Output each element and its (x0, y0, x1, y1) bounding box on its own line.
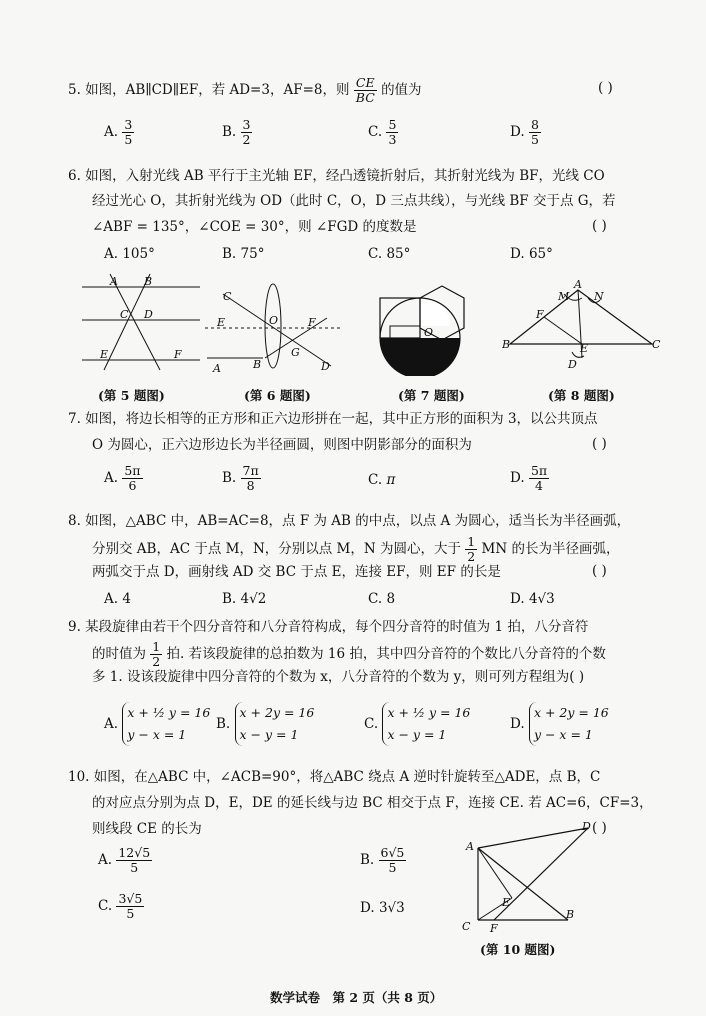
q5-option-a[interactable]: A. $\frac{3}{5}$ (104, 117, 133, 147)
q6-option-b[interactable]: B. 75° (222, 246, 265, 262)
svg-text:D: D (568, 358, 577, 370)
q5-option-d[interactable]: D. $\frac{8}{5}$ (510, 117, 539, 147)
svg-text:C: C (652, 338, 661, 351)
q6-answer-paren: ( ) (592, 218, 607, 234)
figure-5 (82, 272, 200, 372)
q5-option-b[interactable]: B. $\frac{3}{2}$ (222, 117, 251, 147)
q8-option-c[interactable]: C. 8 (368, 591, 396, 607)
q6-line3: ∠ABF = 135°，∠COE = 30°，则 ∠FGD 的度数是 (92, 219, 417, 235)
q10-line3: 则线段 CE 的长为 (92, 821, 202, 837)
q8-line3: 两弧交于点 D，画射线 AD 交 BC 于点 E，连接 EF，则 EF 的长是 (92, 564, 501, 580)
svg-text:O: O (269, 314, 279, 327)
q9-line2: 的时值为 $\frac{1}{2}$ 拍. 若该段旋律的总拍数为 16 拍，其中四分音符的个数比八分音符的个数 (92, 639, 606, 669)
q8-line1: 8. 如图，△ABC 中，AB=AC=8，点 F 为 AB 的中点，以点 A 为圆心，适当长为半径画弧， (68, 513, 631, 529)
svg-text:O: O (424, 326, 434, 339)
q5-answer-paren: ( ) (598, 80, 613, 96)
svg-text:A: A (110, 275, 118, 288)
figure-8 (502, 280, 662, 370)
q9-line3: 多 1. 设该段旋律中四分音符的个数为 x，八分音符的个数为 y，则可列方程组为( ) (92, 669, 585, 685)
figure-7 (372, 276, 474, 376)
figure-5-caption: (第 5 题图) (98, 388, 165, 403)
q10-line1: 10. 如图，在△ABC 中，∠ACB=90°，将△ABC 绕点 A 逆时针旋转至△ADE，点 B，C (68, 769, 601, 785)
q8-option-b[interactable]: B. 4√2 (222, 591, 267, 607)
q10-option-a[interactable]: A. $\frac{12√5}{5}$ (98, 845, 151, 875)
q7-line1: 7. 如图，将边长相等的正方形和正六边形拼在一起，其中正方形的面积为 3，以公共顶点 (68, 411, 598, 427)
svg-text:N: N (594, 290, 604, 303)
q7-line2: O 为圆心，正六边形边长为半径画圆，则图中阴影部分的面积为 (92, 437, 472, 453)
q6-option-a[interactable]: A. 105° (104, 246, 155, 262)
svg-text:A: A (574, 280, 582, 291)
figure-8-caption: (第 8 题图) (548, 388, 615, 403)
q10-option-c[interactable]: C. $\frac{3√5}{5}$ (98, 891, 143, 921)
q9-option-a[interactable]: A. x + ½ y = 16 y − x = 1 (104, 702, 210, 746)
q10-answer-paren: ( ) (592, 820, 607, 836)
q6-option-c[interactable]: C. 85° (368, 246, 411, 262)
svg-text:G: G (291, 346, 300, 359)
q6-option-d[interactable]: D. 65° (510, 246, 553, 262)
svg-text:F: F (308, 316, 316, 329)
q8-option-d[interactable]: D. 4√3 (510, 591, 555, 607)
svg-text:D: D (321, 360, 330, 373)
svg-text:A: A (466, 840, 474, 853)
svg-text:B: B (144, 275, 153, 288)
q7-option-b[interactable]: B. $\frac{7\pi}{8}$ (222, 463, 259, 493)
svg-text:D: D (582, 822, 591, 833)
figure-6 (203, 280, 343, 375)
q9-option-d[interactable]: D. x + 2y = 16 y − x = 1 (510, 702, 609, 746)
svg-text:B: B (566, 908, 575, 921)
svg-text:C: C (120, 308, 129, 321)
svg-text:D: D (144, 308, 153, 321)
svg-text:E: E (580, 342, 589, 355)
svg-text:E: E (502, 896, 511, 909)
figure-7-caption: (第 7 题图) (398, 388, 465, 403)
svg-text:M: M (558, 290, 570, 303)
svg-text:F: F (490, 922, 498, 935)
svg-text:E: E (100, 348, 109, 361)
q10-line2: 的对应点分别为点 D，E，DE 的延长线与边 BC 相交于点 F，连接 CE. 若 AC=6，CF=3， (92, 795, 653, 811)
figure-6-caption: (第 6 题图) (244, 388, 311, 403)
q9-option-c[interactable]: C. x + ½ y = 16 x − y = 1 (364, 702, 470, 746)
q7-option-a[interactable]: A. $\frac{5\pi}{6}$ (104, 463, 141, 493)
q5-option-c[interactable]: C. $\frac{5}{3}$ (368, 117, 397, 147)
q9-option-b[interactable]: B. x + 2y = 16 x − y = 1 (216, 702, 314, 746)
svg-text:B: B (502, 338, 511, 351)
svg-text:C: C (223, 290, 232, 303)
q7-option-d[interactable]: D. $\frac{5\pi}{4}$ (510, 463, 548, 493)
figure-10 (458, 822, 598, 938)
q6-line1: 6. 如图，入射光线 AB 平行于主光轴 EF，经凸透镜折射后，其折射光线为 BF，光线 CO (68, 168, 605, 184)
page-footer: 数学试卷 第 2 页（共 8 页） (270, 990, 443, 1005)
q7-answer-paren: ( ) (592, 436, 607, 452)
q9-line1: 9. 某段旋律由若干个四分音符和八分音符构成，每个四分音符的时值为 1 拍，八分音符 (68, 619, 589, 635)
q8-answer-paren: ( ) (592, 563, 607, 579)
svg-text:A: A (213, 362, 221, 375)
q8-line2: 分别交 AB，AC 于点 M，N，分别以点 M，N 为圆心，大于 $\frac{1}{2}$ MN 的长为半径画弧， (92, 534, 620, 564)
svg-text:F: F (174, 348, 182, 361)
q5-stem: 5. 如图，AB∥CD∥EF，若 AD=3，AF=8，则 $\frac{CE}{BC}$ 的值为 (68, 75, 422, 105)
q8-option-a[interactable]: A. 4 (104, 591, 131, 607)
q10-option-b[interactable]: B. $\frac{6√5}{5}$ (360, 845, 405, 875)
q6-line2: 经过光心 O，其折射光线为 OD（此时 C，O，D 三点共线），与光线 BF 交于点 G，若 (92, 193, 616, 209)
svg-text:C: C (462, 920, 471, 933)
svg-text:E: E (217, 316, 226, 329)
svg-text:B: B (253, 358, 262, 371)
q5-fraction: $\frac{CE}{BC}$ (355, 75, 375, 105)
figure-10-caption: (第 10 题图) (480, 942, 556, 957)
q7-option-c[interactable]: C. π (368, 472, 396, 488)
svg-text:F: F (536, 308, 544, 321)
q10-option-d[interactable]: D. 3√3 (360, 900, 405, 916)
